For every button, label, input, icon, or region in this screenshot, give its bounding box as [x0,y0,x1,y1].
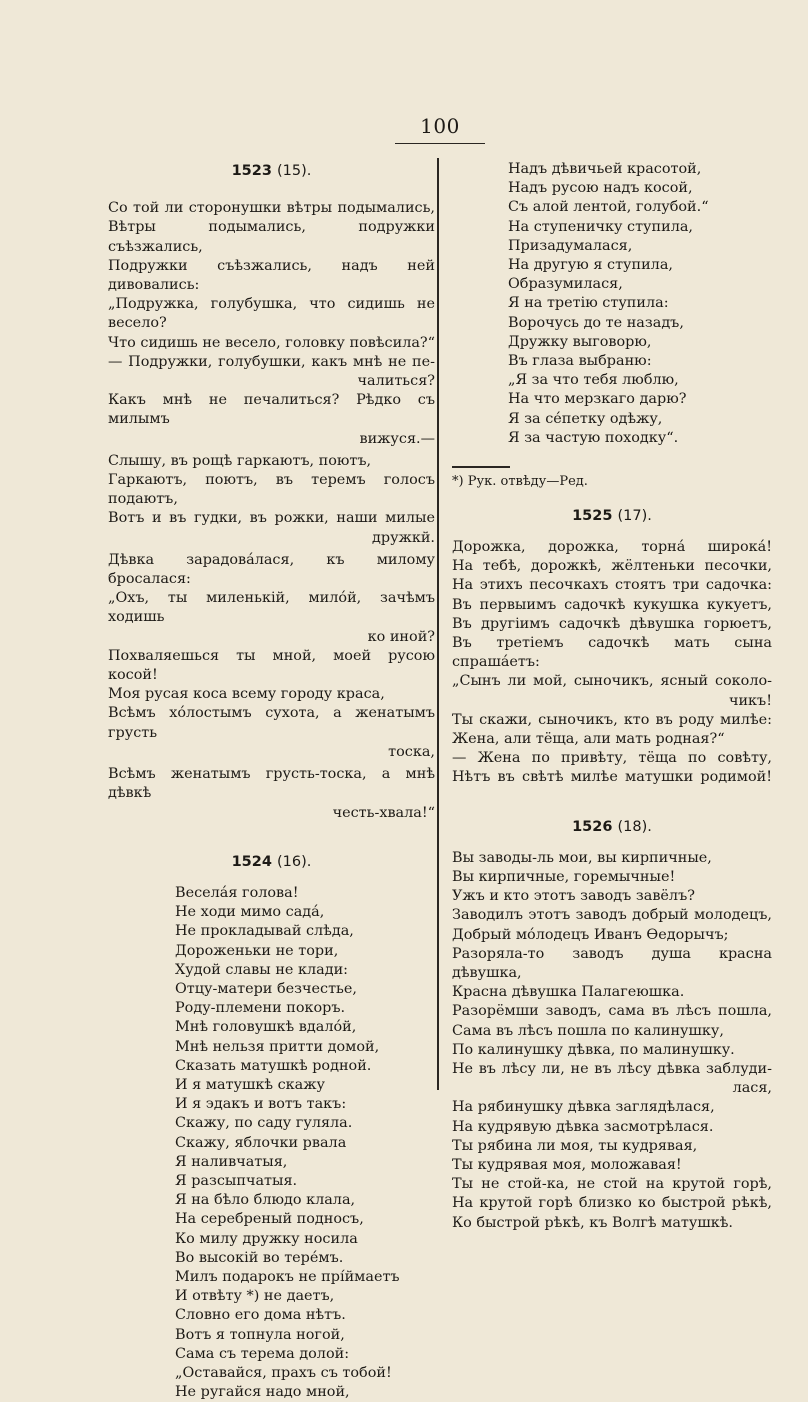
verse-line: Разоряла-то заводъ душа красна дѣвушка, [452,945,772,982]
song-number: 1525 [572,507,613,524]
verse-line-cont: дружкй. [372,529,435,546]
verse-line: Я наливчатыя, [175,1153,288,1170]
verse-line: Не ходи мимо садá, [175,904,325,921]
verse-line: Вѣтры подымались, подружки съѣзжались, [108,219,435,255]
song-index: (17). [617,507,652,524]
verse-line: Красна дѣвушка Палагеюшка. [452,984,685,1001]
verse-line: Призадумалася, [508,237,633,254]
verse-line: Милъ подарокъ не прíймаетъ [175,1268,400,1285]
verse-line: Я на бѣло блюдо клала, [175,1192,356,1209]
verse-line: Въ первыимъ садочкѣ кукушка кукуетъ, [452,596,772,613]
verse-line: На тебѣ, дорожкѣ, жёлтеньки песочки, [452,558,772,575]
verse-line: Я на третію ступила: [508,295,669,312]
verse-line: Что сидишь не весело, головку повѣсила?“ [108,334,435,351]
song-heading-1523 [108,162,435,181]
verse-line-cont: ко иной? [367,628,435,645]
verse-line: Заводилъ этотъ заводъ добрый молодецъ, [452,907,772,924]
verse-line: На серебреный подносъ, [175,1211,364,1228]
verse-line: Слышу, въ рощѣ гаркаютъ, поютъ, [108,452,372,469]
footnote: *) Рук. отвѣду—Ред. [452,473,588,489]
verse-line: На кудрявую дѣвка засмотрѣлася. [452,1118,714,1135]
verse-line: Жена, али тёща, али мать родная?“ [452,730,725,747]
verse-line: Худой славы не клади: [175,961,349,978]
verse-line: Дорожка, дорожка, торнá широкá! [452,538,772,555]
verse-line: Всѣмъ хóлостымъ сухота, а женатымъ грусть [108,705,435,741]
verse-line: Надъ дѣвичьей красотой, [508,161,702,177]
verse-line: На рябинушку дѣвка заглядѣлася, [452,1099,715,1116]
page-number: 100 [395,114,485,144]
verse-line-cont: честь-хвала!“ [332,804,435,821]
verse-line: Ты рябина ли моя, ты кудрявая, [452,1137,698,1154]
verse-line: И я эдакъ и вотъ такъ: [175,1096,347,1113]
verse-line: Въ третіемъ садочкѣ мать сына спрашáетъ: [452,634,772,671]
verse-line: Отцу-матери безчестье, [175,980,357,997]
verse-line: Словно его дома нѣтъ. [175,1307,346,1324]
verse-line: Какъ мнѣ не печалиться? Рѣдко съ милымъ [108,392,435,428]
song-heading-1525 [452,507,772,526]
verse-line: Образумилася, [508,276,623,293]
verse-line: На этихъ песочкахъ стоятъ три садочка: [452,577,772,594]
verse-line: Ворочусь до те назадъ, [508,314,684,331]
verse-line: Веселáя голова! [175,884,299,901]
verse-line: Дороженьки не тори, [175,942,339,959]
verse-line: Дѣвка зарадовáлася, къ милому бросалася: [108,551,435,588]
verse-line: На крутой горѣ близко ко быстрой рѣкѣ, [452,1195,772,1212]
verse-line: Дружку выговорю, [508,333,652,350]
verse-line: И отвѣту *) не даетъ, [175,1288,335,1305]
verse-line: Мнѣ нельзя притти домой, [175,1038,380,1055]
verse-line: Вотъ и въ гудки, въ рожки, наши милые [108,510,435,527]
verse-line: Вы заводы-ль мои, вы кирпичные, [452,849,712,866]
verse-line: Вотъ я топнула ногой, [175,1326,345,1343]
verse-line: Скажу, по саду гуляла. [175,1115,353,1132]
verse-line-cont: лася, [732,1080,772,1097]
verse-line: Вы кирпичные, горемычные! [452,869,676,885]
footnote-rule [452,466,510,468]
verse-line: — Жена по привѣту, тёща по совѣту, [452,750,772,767]
verse-line: Въ глаза выбраню: [508,353,652,370]
verse-line: Не въ лѣсу ли, не въ лѣсу дѣвка заблуди- [452,1061,772,1078]
verse-line: Роду-племени покоръ. [175,1000,346,1017]
verse-line: Подружки съѣзжались, надъ ней дивовались: [108,257,435,294]
verse-line: Не прокладывай слѣда, [175,923,354,940]
verse-line: Добрый мóлодецъ Иванъ Ѳедорычъ; [452,926,729,943]
verse-line: Я разсыпчатыя. [175,1172,298,1189]
verse-line: Моя русая коса всему городу краса, [108,686,385,703]
right-column [452,160,772,1233]
verse-line: Съ алой лентой, голубой.“ [508,199,709,216]
column-divider [437,158,439,1090]
song-index: (18). [617,818,652,835]
verse-line: Въ другіимъ садочкѣ дѣвушка горюетъ, [452,615,772,632]
song-heading-1524 [108,853,435,872]
verse-line: „Подружка, голубушка, что сидишь не весело? [108,296,435,332]
song-index: (16). [277,853,312,870]
song-number: 1524 [231,853,272,870]
verse-line: Я за сéпетку одѣжу, [508,410,663,427]
verse-line: Ко быстрой рѣкѣ, къ Волгѣ матушкѣ. [452,1214,733,1231]
verse-line-cont: чикъ! [728,692,772,709]
verse-line: „Я за что тебя люблю, [508,372,679,389]
verse-line: Мнѣ головушкѣ вдалóй, [175,1019,357,1036]
verse-line-cont: чалиться? [357,373,435,390]
verse-line: Сама въ лѣсъ пошла по калинушку, [452,1022,724,1039]
verse-line: На что мерзкаго дарю? [508,391,687,408]
song-number: 1526 [572,818,613,835]
verse-line: „Сынъ ли мой, сыночикъ, ясный соколо- [452,673,772,690]
verse-line: Сказать матушкѣ родной. [175,1057,372,1074]
left-column [108,162,435,1402]
verse-line: Ты скажи, сыночикъ, кто въ роду милѣе: [452,711,772,728]
verse-line: И я матушкѣ скажу [175,1076,325,1093]
verse-line-cont: тоска, [388,743,435,760]
verse-line: Разорёмши заводъ, сама въ лѣсъ пошла, [452,1003,772,1020]
verse-line: — Подружки, голубушки, какъ мнѣ не пе- [108,353,435,370]
verse-line: Всѣмъ женатымъ грусть-тоска, а мнѣ дѣвкѣ [108,766,435,802]
verse-line: Во высокій во терéмъ. [175,1249,344,1266]
verse-line: На ступеничку ступила, [508,218,693,235]
verse-line: „Охъ, ты миленькій, милóй, зачѣмъ ходишь [108,590,435,626]
verse-line: Ко милу дружку носила [175,1230,358,1247]
verse-line: Ужъ и кто этотъ заводъ завёлъ? [452,888,695,905]
verse-line-cont: вижуся.— [359,430,435,447]
verse-line: „Оставайся, прахъ съ тобой! [175,1364,392,1381]
verse-line: Со той ли сторонушки вѣтры подымались, [108,200,435,217]
verse-line: По калинушку дѣвка, по малинушку. [452,1041,735,1058]
verse-line: Гаркаютъ, поютъ, въ теремъ голосъ подаютъ, [108,472,435,508]
verse-line: Нѣтъ въ свѣтѣ милѣе матушки родимой! [452,769,772,786]
verse-line: Я за частую походку“. [508,429,679,446]
verse-line: Скажу, яблочки рвала [175,1134,347,1151]
song-heading-1526 [452,818,772,837]
verse-line: Ты кудрявая моя, моложавая! [452,1157,682,1174]
song-number: 1523 [231,163,272,179]
verse-line: Сама съ терема долой: [175,1345,350,1362]
verse-line: На другую я ступила, [508,257,673,274]
verse-line: Не ругайся надо мной, [175,1384,350,1401]
verse-line: Похваляешься ты мной, моей русою косой! [108,647,435,684]
verse-line: Надъ русою надъ косой, [508,180,693,197]
verse-line: Ты не стой-ка, не стой на крутой горѣ, [452,1176,772,1193]
song-index: (15). [277,163,312,179]
